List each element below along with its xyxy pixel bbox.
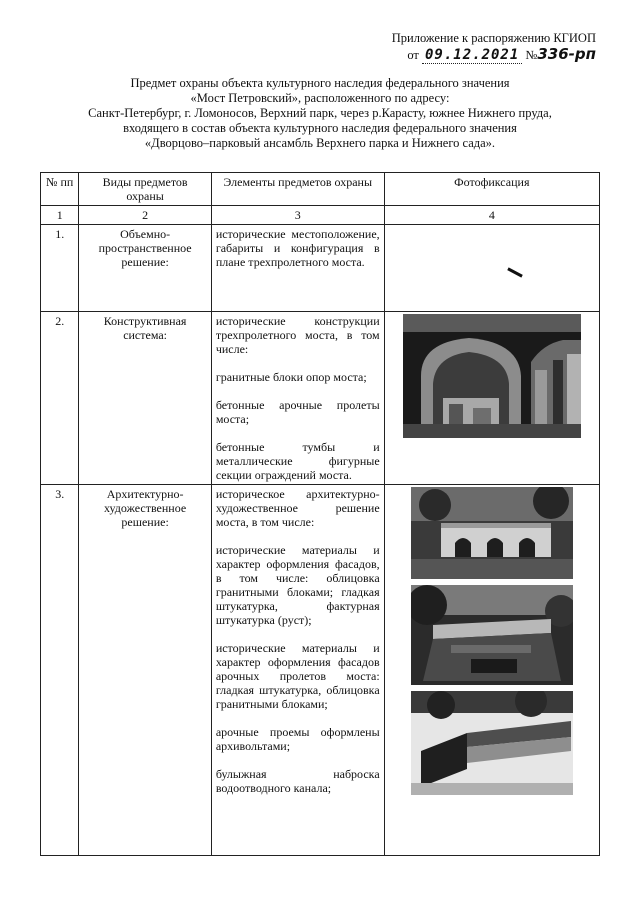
col-number: 3: [211, 206, 384, 225]
col-number: 2: [79, 206, 211, 225]
bridge-facade-photo: [411, 487, 573, 579]
scan-mark: [389, 227, 595, 307]
appendix-date-line: [392, 46, 596, 63]
row-type: Архитектурно-художественное решение:: [79, 485, 211, 856]
row-num: 2.: [41, 312, 79, 485]
bridge-arch-photo: [403, 314, 581, 438]
row-photos: [384, 485, 599, 856]
row-num: 3.: [41, 485, 79, 856]
heading-line: Предмет охраны объекта культурного наследия федерального значения: [130, 76, 510, 90]
element-text: бетонные арочные пролеты моста;: [215, 398, 380, 426]
handwritten-date: 09.12.2021: [422, 47, 522, 64]
column-number-row: [41, 206, 600, 225]
heading-line: «Дворцово–парковый ансамбль Верхнего парка и Нижнего сада».: [144, 136, 496, 150]
number-label: №: [525, 48, 538, 62]
table-row: [41, 225, 600, 312]
element-text: исторические материалы и характер оформления фасадов арочных пролетов моста: гладкая штукатурка, облицовка гранитными блоками;: [215, 641, 380, 711]
col-number: 4: [384, 206, 599, 225]
appendix-title: Приложение к распоряжению КГИОП: [391, 31, 596, 45]
row-type: Конструктивная система:: [79, 312, 211, 485]
header-photo: Фотофиксация: [384, 173, 599, 206]
heading-line: «Мост Петровский», расположенного по адресу:: [190, 91, 450, 105]
heading-line: входящего в состав объекта культурного наследия федерального значения: [123, 121, 517, 135]
element-text: гранитные блоки опор моста;: [215, 370, 367, 384]
row-photo: [384, 312, 599, 485]
header-type: Виды предметов охраны: [79, 173, 211, 206]
from-label: от: [407, 48, 419, 62]
protection-table: [40, 172, 600, 856]
row-num: 1.: [41, 225, 79, 312]
table-row: [41, 312, 600, 485]
row-elements: [211, 485, 384, 856]
row-photo: [384, 225, 599, 312]
element-text: исторические местоположение, габариты и конфигурация в плане трехпролетного моста.: [215, 227, 380, 269]
header-num: № пп: [41, 173, 79, 206]
header-elements: Элементы предметов охраны: [211, 173, 384, 206]
row-elements: [211, 225, 384, 312]
row-type: Объемно-пространственное решение:: [79, 225, 211, 312]
row-elements: [211, 312, 384, 485]
handwritten-number: 336-рп: [537, 45, 596, 63]
bridge-railing-photo: [411, 691, 573, 795]
document-heading: [40, 76, 600, 151]
element-text: бетонные тумбы и металлические фигурные секции ограждений моста.: [215, 440, 380, 482]
table-header-row: [41, 173, 600, 206]
appendix-block: [392, 30, 596, 63]
heading-line: Санкт-Петербург, г. Ломоносов, Верхний парк, через р.Караcту, южнее Нижнего пруда,: [88, 106, 552, 120]
element-text: булыжная наброска водоотводного канала;: [215, 767, 380, 795]
element-text: арочные проемы оформлены архивольтами;: [215, 725, 380, 753]
bridge-span-photo: [411, 585, 573, 685]
element-text: исторические конструкции трехпролетного моста, в том числе:: [215, 314, 380, 356]
table-row: [41, 485, 600, 856]
col-number: 1: [41, 206, 79, 225]
element-text: историческое архитектурно-художественное решение моста, в том числе:: [215, 487, 380, 529]
element-text: исторические материалы и характер оформления фасадов, в том числе: облицовка гранитными блоками; гладкая штукатурка, фактурная штукатурка (руст);: [215, 543, 380, 627]
